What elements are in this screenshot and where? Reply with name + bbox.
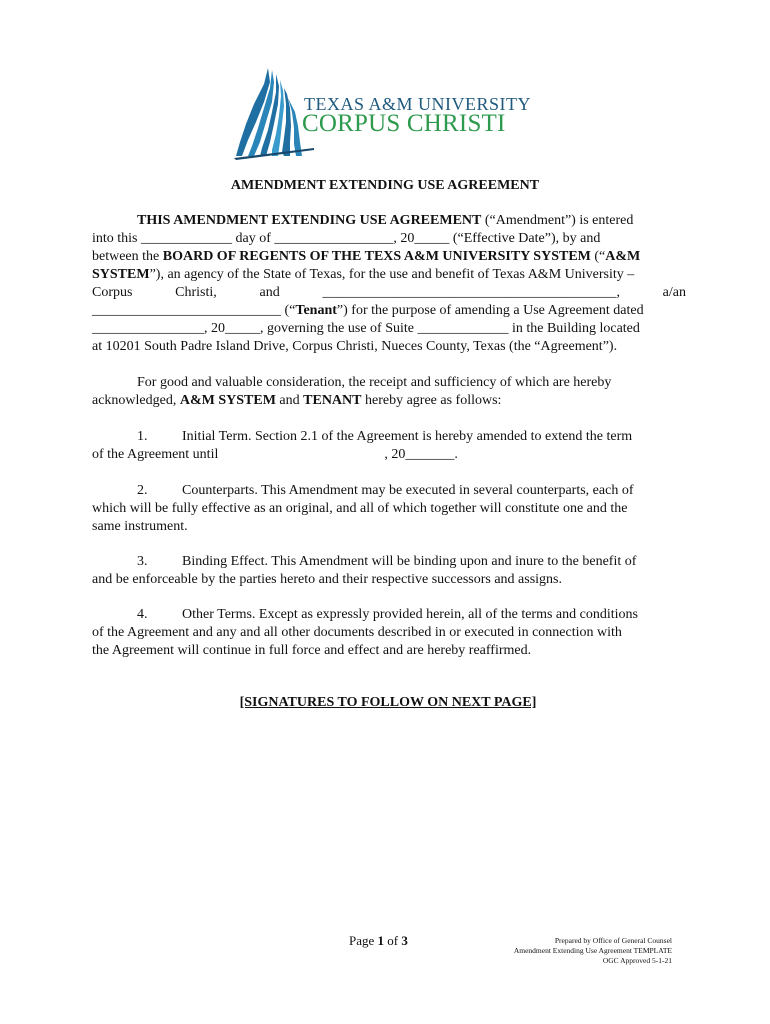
item-initial-term: [92, 428, 686, 464]
university-logo: [234, 64, 544, 160]
intro-line-8: at 10201 South Padre Island Drive, Corpus Christi, Nueces County, Texas (the “Agreement”).: [92, 339, 618, 354]
intro-line-1: THIS AMENDMENT EXTENDING USE AGREEMENT (“Amendment”) is entered: [137, 213, 634, 228]
item-2-line-1: 2. Counterparts. This Amendment may be executed in several counterparts, each of: [137, 483, 634, 498]
intro-paragraph: [92, 212, 686, 356]
prepared-by-footer: Prepared by Office of General Counsel Amendment Extending Use Agreement TEMPLATE OGC Approved 5-1-21: [513, 936, 672, 965]
item-1-line-1: 1. Initial Term. Section 2.1 of the Agreement is hereby amended to extend the term: [137, 429, 633, 444]
intro-line-3: between the BOARD OF REGENTS OF THE TEXS A&M UNIVERSITY SYSTEM (“A&M: [92, 249, 641, 264]
intro-line-7: ________________, 20_____, governing the use of Suite _____________ in the Building located: [92, 321, 640, 336]
item-3-line-1: 3. Binding Effect. This Amendment will be binding upon and inure to the benefit of: [137, 554, 637, 569]
intro-line-2: into this _____________ day of _________________, 20_____ (“Effective Date”), by and: [92, 231, 601, 246]
logo-text-line1: TEXAS A&M UNIVERSITY: [304, 94, 532, 114]
signatures-notice: [SIGNATURES TO FOLLOW ON NEXT PAGE]: [239, 695, 537, 710]
item-binding-effect: [92, 553, 686, 589]
logo-text-line2: CORPUS CHRISTI: [302, 110, 506, 137]
item-1-line-2: of the Agreement until , 20_______.: [92, 447, 458, 462]
item-4-line-2: of the Agreement and any and all other documents described in or executed in connection with: [92, 625, 622, 640]
intro-line-4: SYSTEM”), an agency of the State of Texas, for the use and benefit of Texas A&M University –: [92, 267, 635, 282]
item-4-line-3: the Agreement will continue in full force and effect and are hereby reaffirmed.: [92, 643, 532, 658]
item-2-line-3: same instrument.: [92, 519, 188, 534]
intro-line-5: Corpus Christi, and __________________________________________, a/an: [92, 285, 686, 300]
consideration-line-1: For good and valuable consideration, the receipt and sufficiency of which are hereby: [137, 375, 612, 390]
item-counterparts: [92, 482, 686, 536]
document-title: AMENDMENT EXTENDING USE AGREEMENT: [230, 178, 540, 193]
intro-line-6: ___________________________ (“Tenant”) for the purpose of amending a Use Agreement dated: [92, 303, 644, 318]
page-number: Page 1 of 3: [349, 933, 408, 948]
item-4-line-1: 4. Other Terms. Except as expressly provided herein, all of the terms and conditions: [137, 607, 638, 622]
item-3-line-2: and be enforceable by the parties hereto and their respective successors and assigns.: [92, 572, 562, 587]
item-other-terms: [92, 606, 686, 660]
consideration-line-2: acknowledged, A&M SYSTEM and TENANT hereby agree as follows:: [92, 393, 502, 408]
consideration-paragraph: [92, 374, 686, 410]
item-2-line-2: which will be fully effective as an original, and all of which together will constitute one and the: [92, 501, 628, 516]
